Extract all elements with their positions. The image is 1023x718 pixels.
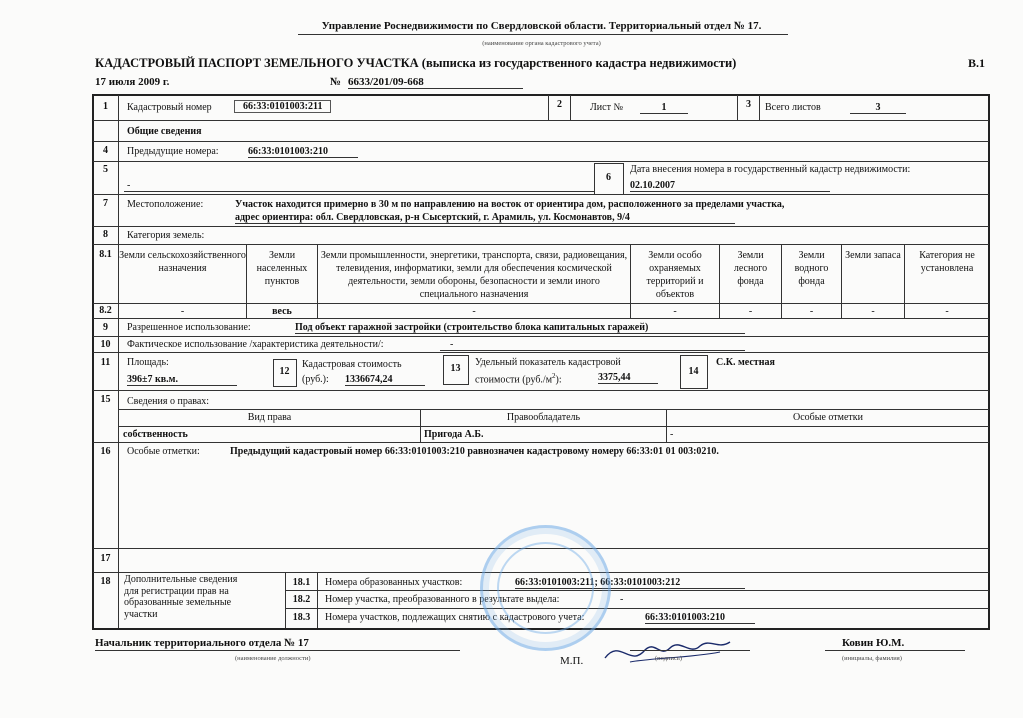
actual-use-label: Фактическое использование /характеристика деятельности/: [127,339,384,350]
specific-value-label: Удельный показатель кадастровой [475,357,621,368]
special-notes-value: Предыдущий кадастровый номер 66:33:0101003:210 равнозначен кадастровому номеру 66:33:01 01 003:0210. [230,446,719,457]
additional-info-label-line: Дополнительные сведения [124,574,238,585]
rights-col-type: Вид права [247,412,292,423]
category-value-water: - [809,306,814,317]
general-info-heading: Общие сведения [127,126,202,137]
category-value-reserve: - [871,306,875,317]
land-category-label: Категория земель: [127,230,205,241]
category-not-set: Категория не установлена [919,250,975,274]
row-number-18-3: 18.3 [292,612,311,623]
area-label: Площадь: [127,357,169,368]
category-value-not-set: - [945,306,949,317]
category-water: Земли водного фонда [794,250,829,287]
signer-name: Ковин Ю.М. [842,637,905,649]
row-number-7: 7 [103,198,108,209]
category-settlements: Земли населенных пунктов [256,250,308,287]
document-number: 6633/201/09-668 [348,76,523,89]
signer-position: Начальник территориального отдела № 17 [95,637,309,649]
permitted-use-value: Под объект гаражной застройки (строительство блока капитальных гаражей) [295,322,745,334]
transformed-parcel-value: - [620,594,624,605]
row-number-15: 15 [100,394,111,405]
row-number-18: 18 [100,576,111,587]
cadastral-value-unit: (руб.): [302,374,329,385]
transformed-parcel-label: Номер участка, преобразованного в результате выдела: [325,594,560,605]
agency-caption: (наименование органа кадастрового учета) [482,40,601,47]
cadastral-number-label: Кадастровый номер [127,102,212,113]
row-number-2: 2 [557,99,562,110]
row-number-1: 1 [103,101,108,112]
row-number-8-1: 8.1 [99,249,112,260]
row-number-9: 9 [103,322,108,333]
row-number-5: 5 [103,164,108,175]
previous-numbers-label: Предыдущие номера: [127,146,219,157]
cadastral-number-value: 66:33:0101003:211 [234,100,331,113]
document-date: 17 июля 2009 г. [95,76,170,88]
row-number-13: 13 [450,363,461,374]
number-label: № [330,76,342,88]
specific-value-unit-power: 2 [552,372,556,380]
category-protected: Земли особо охраняемых территорий и объектов [646,250,704,300]
category-reserve: Земли запаса [845,250,901,261]
row-number-8: 8 [103,229,108,240]
category-forest: Земли лесного фонда [733,250,768,287]
sheet-label: Лист № [590,102,623,113]
rights-notes-value: - [670,429,674,440]
name-caption: (инициалы, фамилия) [842,655,902,662]
row-number-12: 12 [279,366,290,377]
category-value-forest: - [748,306,753,317]
cadastral-value: 1336674,24 [345,374,425,386]
location-label: Местоположение: [127,199,204,210]
deregistered-parcels-label: Номера участков, подлежащих снятию с кадастрового учета: [325,612,585,623]
official-seal [480,525,611,651]
signature-caption: (подпись) [655,655,682,662]
specific-value-label-2 [475,372,562,385]
row-number-10: 10 [100,339,111,350]
rights-type-value: собственность [123,429,188,440]
location-line-2: адрес ориентира: обл. Свердловская, р-н Сысертский, г. Арамиль, ул. Космонавтов, 9/4 [235,212,735,224]
category-agricultural: Земли сельскохозяйственного назначения [119,250,246,274]
location-line-1: Участок находится примерно в 30 м по направлению на восток от ориентира дом, расположенного за пределами участка, [235,199,785,210]
specific-value-unit-prefix: стоимости (руб./м [475,374,553,386]
category-industrial: Земли промышленности, энергетики, транспорта, связи, радиовещания, телевидения, информатики, земли для обеспечения космической деятельности, земли обороны, безопасности и земли иного специального назначения [320,250,628,300]
agency-name: Управление Роснедвижимости по Свердловской области. Территориальный отдел № 17. [321,20,762,32]
cadastral-value-label: Кадастровая стоимость [302,359,402,370]
area-value: 396±7 кв.м. [127,374,237,386]
actual-use-value: - [450,339,454,350]
total-sheets-label: Всего листов [765,102,821,113]
page-title: КАДАСТРОВЫЙ ПАСПОРТ ЗЕМЕЛЬНОГО УЧАСТКА (выписка из государственного кадастра недвижимости) [95,56,737,70]
rights-holder-value: Пригода А.Б. [424,429,484,440]
formed-parcels-label: Номера образованных участков: [325,577,463,588]
row-number-17: 17 [100,553,111,564]
registration-date-label: Дата внесения номера в государственный кадастр недвижимости: [630,164,911,175]
special-notes-label: Особые отметки: [127,446,200,457]
specific-value: 3375,44 [598,372,658,384]
sheet-number: 1 [640,102,688,114]
row-number-16: 16 [100,446,111,457]
row-number-18-1: 18.1 [292,577,311,588]
row-number-8-2: 8.2 [99,305,112,316]
additional-info-label [124,574,284,620]
deregistered-parcels-value: 66:33:0101003:210 [645,612,755,624]
row-number-14: 14 [688,366,699,377]
category-value-protected: - [673,306,677,317]
row-5-value: - [127,180,131,191]
form-code: В.1 [968,56,986,70]
permitted-use-label: Разрешенное использование: [127,322,251,333]
sk-value: С.К. местная [716,357,775,368]
row-number-11: 11 [100,357,111,368]
rights-col-notes: Особые отметки [793,412,863,423]
category-value-settlements: весь [272,306,292,317]
category-value-industrial: - [472,306,476,317]
additional-info-label-line: образованные земельные [124,597,232,608]
formed-parcels-value: 66:33:0101003:211; 66:33:0101003:212 [515,577,745,589]
rights-col-holder: Правообладатель [506,412,581,423]
row-number-3: 3 [746,99,751,110]
additional-info-label-line: участки [124,608,158,620]
rights-label: Сведения о правах: [127,396,210,407]
row-number-4: 4 [103,145,108,156]
specific-value-unit-suffix: ): [555,374,562,386]
row-number-6: 6 [606,172,611,183]
row-number-18-2: 18.2 [292,594,311,605]
position-caption: (наименование должности) [235,655,311,662]
category-value-agricultural: - [180,306,185,317]
additional-info-label-line: для регистрации прав на [124,585,229,597]
seal-placeholder: М.П. [560,655,584,667]
total-sheets-value: 3 [850,102,906,114]
registration-date-value: 02.10.2007 [630,180,830,192]
previous-numbers-value: 66:33:0101003:210 [248,146,358,158]
